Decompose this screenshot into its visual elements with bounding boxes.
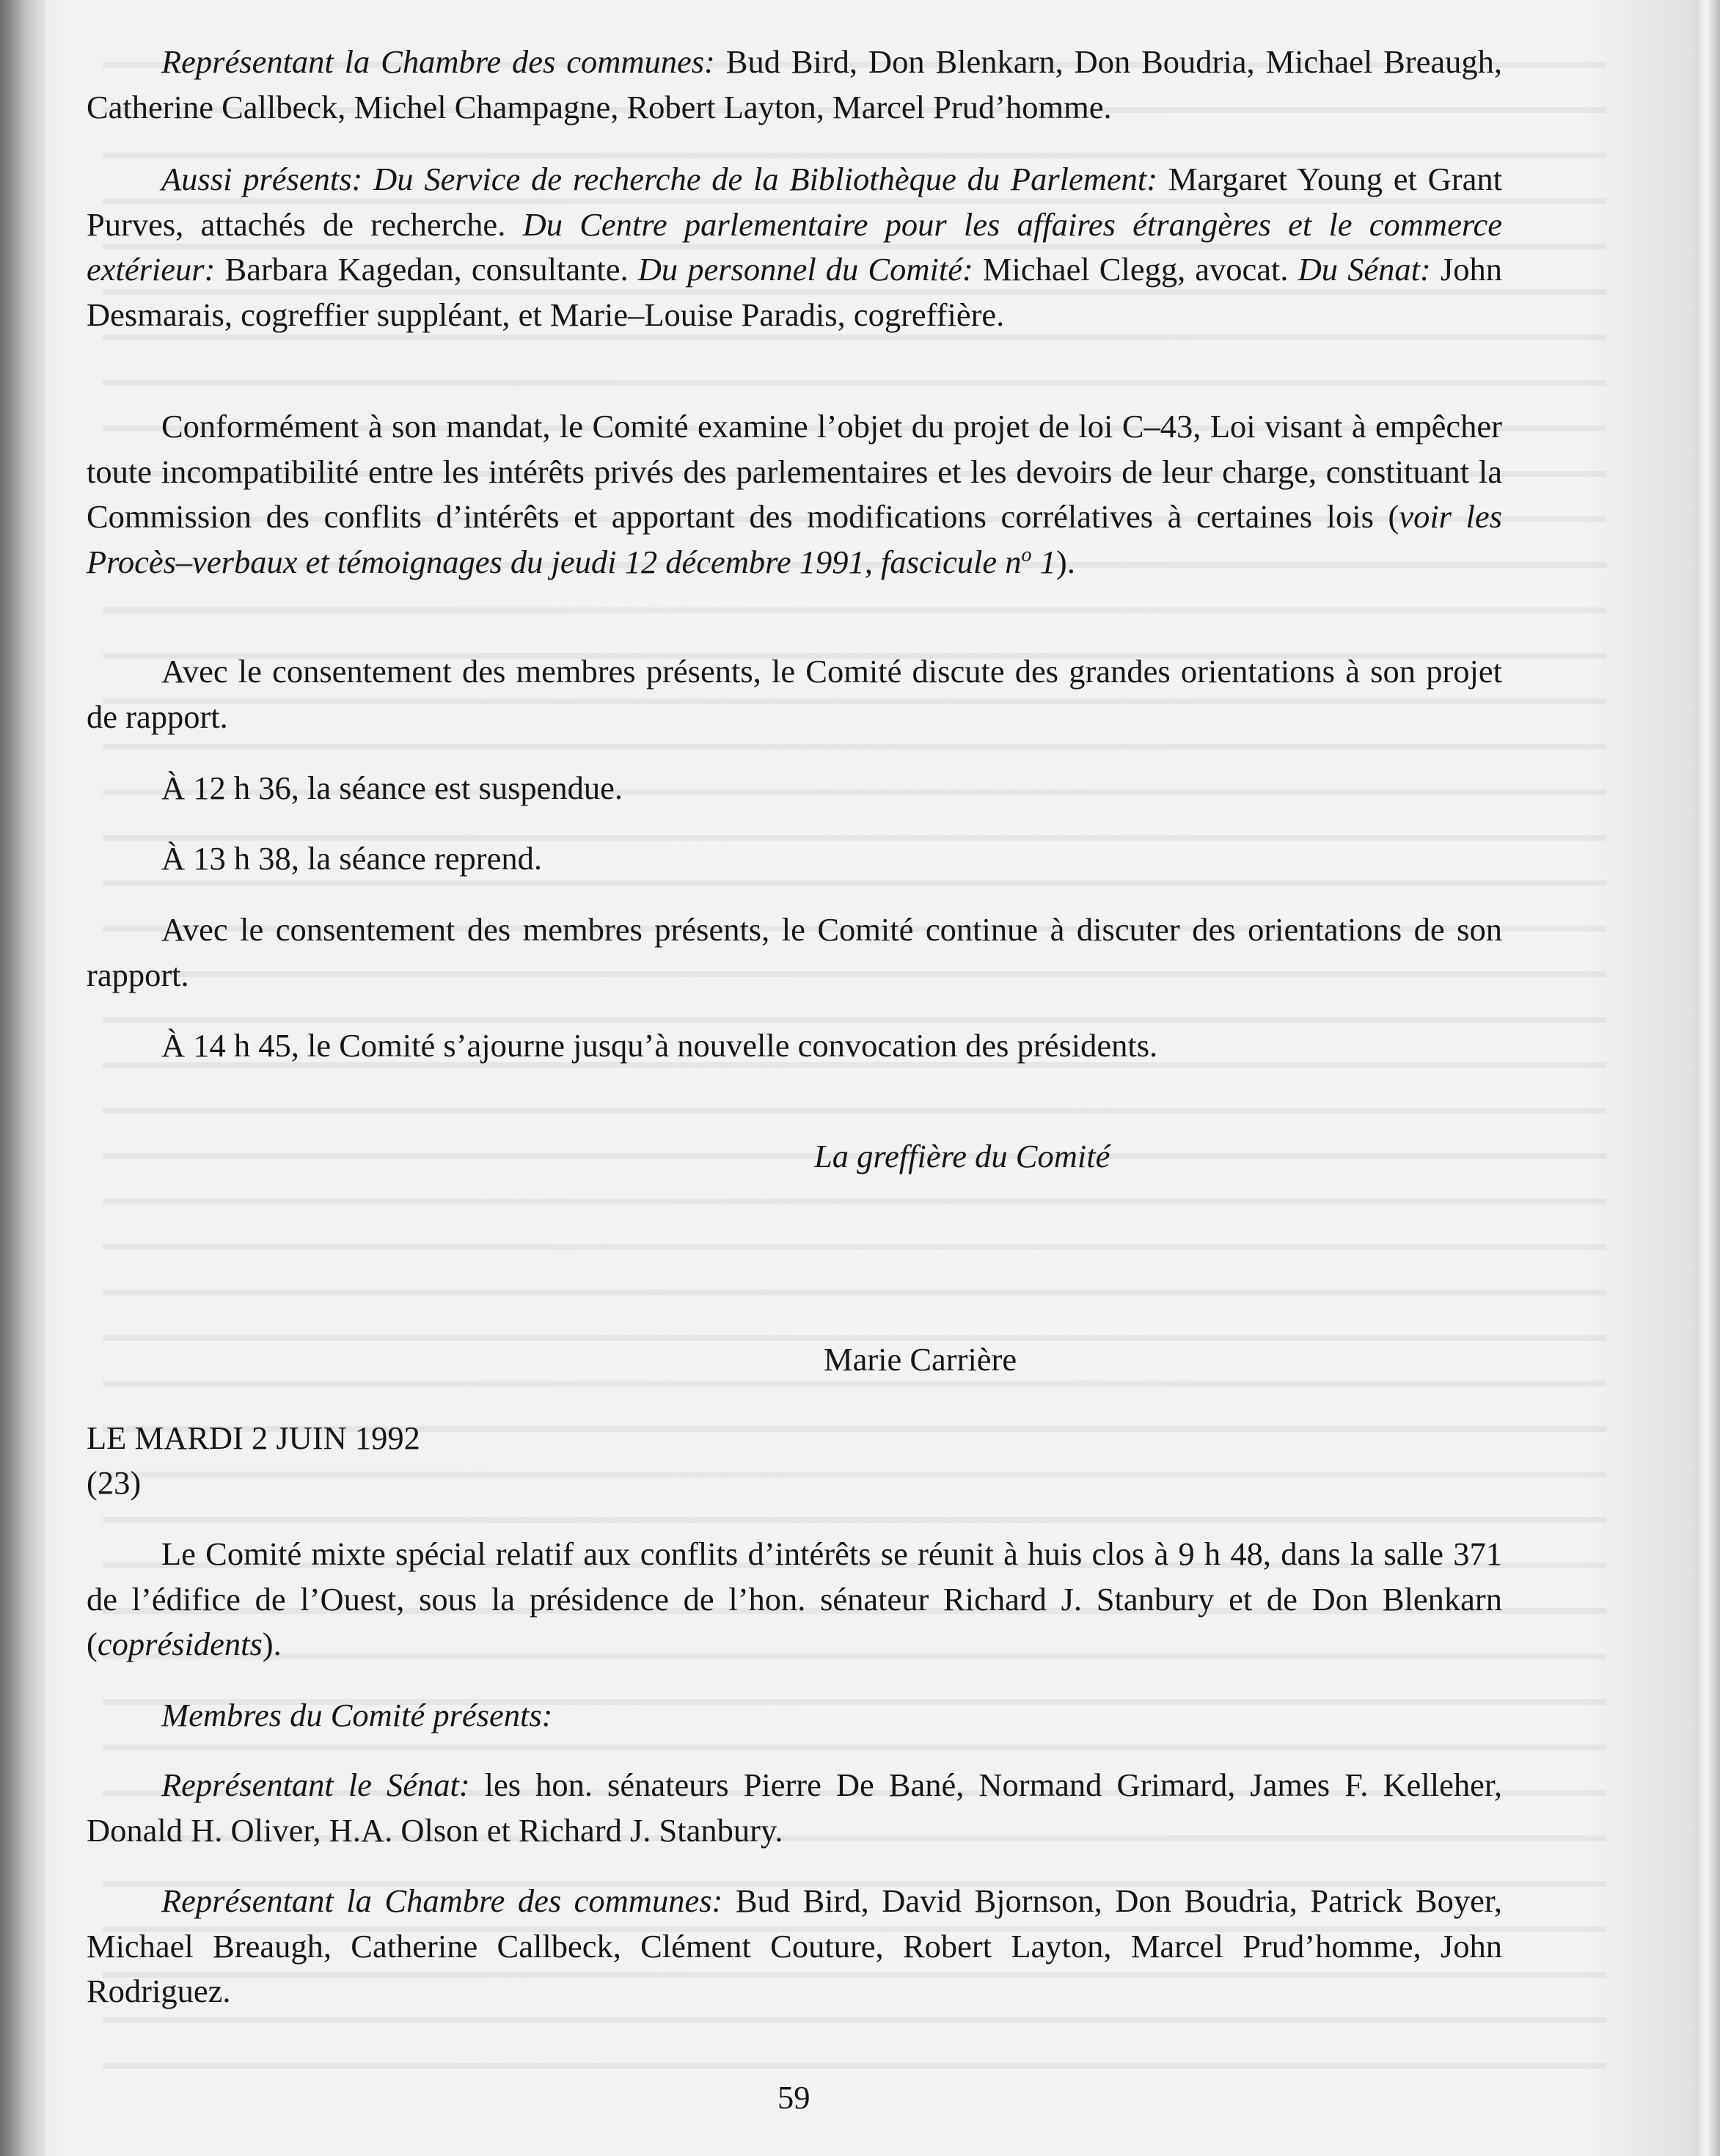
paragraph-also-present [87,157,1502,337]
committee-staff-label: Du personnel du Comité: [637,251,973,288]
adjourn-text: À 14 h 45, le Comité s’ajourne jusqu’à nouvelle convocation des présidents. [161,1027,1158,1064]
mandate-text: Conformément à son mandat, le Comité examine l’objet du projet de loi C–43, Loi visant à empêcher toute incompatibilité entre les intérêts privés des parlementaires et les devoirs de leur charge, constituant la Commission des conflits d’intérêts et apportant des modifications corrélatives à certaines lois ( [87,408,1502,535]
paragraph-discussion [87,649,1502,739]
also-present-label: Aussi présents: Du Service de recherche de la Bibliothèque du Parlement: [161,161,1158,197]
commons-members-label: Représentant la Chambre des communes: [161,1882,723,1919]
clerk-signature: Marie Carrière [824,1341,1017,1378]
opening-text: Le Comité mixte spécial relatif aux conflits d’intérêts se réunit à huis clos à 9 h 48, dans la salle 371 de l’édifice de l’Ouest, sous la présidence de l’hon. sénateur Richard J. Stanbury et de Don Blenkarn ( [87,1535,1502,1662]
consultant-text: Barbara Kagedan, consultante. [215,251,638,288]
clerks-text: John Desmarais, cogreffier suppléant, et Marie–Louise Paradis, cogreffière. [87,251,1502,333]
suspended-text: À 12 h 36, la séance est suspendue. [161,770,623,806]
senate-label: Du Sénat: [1298,251,1431,288]
paragraph-members-present [87,1693,1502,1739]
page-right-edge [1695,0,1720,2156]
continue-text: Avec le consentement des membres présents, le Comité continue à discuter des orientations de son rapport. [87,911,1502,993]
issue-number: 1 [1031,543,1056,580]
commons-label: Représentant la Chambre des communes: [161,43,715,80]
commons-members-text: Bud Bird, Don Blenkarn, Don Boudria, Michael Breaugh, Catherine Callbeck, Michel Champagne, Robert Layton, Marcel Prud’homme. [87,43,1502,125]
paragraph-mandate [87,404,1502,585]
research-staff-text: Margaret Young et Grant Purves, attachés de recherche. [87,161,1502,243]
page-binding-shadow [0,0,45,2156]
paragraph-commons-members-2 [87,1879,1502,2014]
centre-label: Du Centre parlementaire pour les affaires étrangères et le commerce extérieur: [87,205,1502,288]
commons-members-list: Bud Bird, David Bjornson, Don Boudria, Patrick Boyer, Michael Breaugh, Catherine Callbeck, Clément Couture, Robert Layton, Marcel Prud’homme, John Rodriguez. [87,1882,1502,2009]
members-present-label: Membres du Comité présents: [161,1697,553,1733]
paragraph-meeting-opening [87,1532,1502,1667]
cochairs-text: coprésidents [97,1626,263,1662]
clerk-title: La greffière du Comité [814,1138,1110,1174]
paragraph-senate-members [87,1763,1502,1853]
page-number: 59 [777,2079,810,2116]
paragraph-continue [87,907,1502,998]
meeting-heading [87,1416,420,1505]
mandate-end: ). [1055,543,1075,580]
meeting-date: LE MARDI 2 JUIN 1992 [87,1419,420,1456]
senate-members-label: Représentant le Sénat: [161,1766,470,1803]
paragraph-suspended [87,766,1502,811]
meeting-number: (23) [87,1464,142,1501]
paragraph-resumed [87,836,1502,882]
senate-members-text: les hon. sénateurs Pierre De Bané, Normand Grimard, James F. Kelleher, Donald H. Oliver, H.A. Olson et Richard J. Stanbury. [87,1766,1502,1849]
opening-end: ). [262,1626,282,1662]
resumed-text: À 13 h 38, la séance reprend. [161,840,542,877]
paragraph-commons-members-1 [87,40,1502,130]
number-superscript: o [1021,543,1032,566]
discussion-text: Avec le consentement des membres présents, le Comité discute des grandes orientations à son projet de rapport. [87,653,1502,735]
reference-text: voir les Procès–verbaux et témoignages du jeudi 12 décembre 1991, fascicule n [87,498,1502,580]
counsel-text: Michael Clegg, avocat. [973,251,1298,288]
paragraph-adjourn [87,1023,1502,1069]
